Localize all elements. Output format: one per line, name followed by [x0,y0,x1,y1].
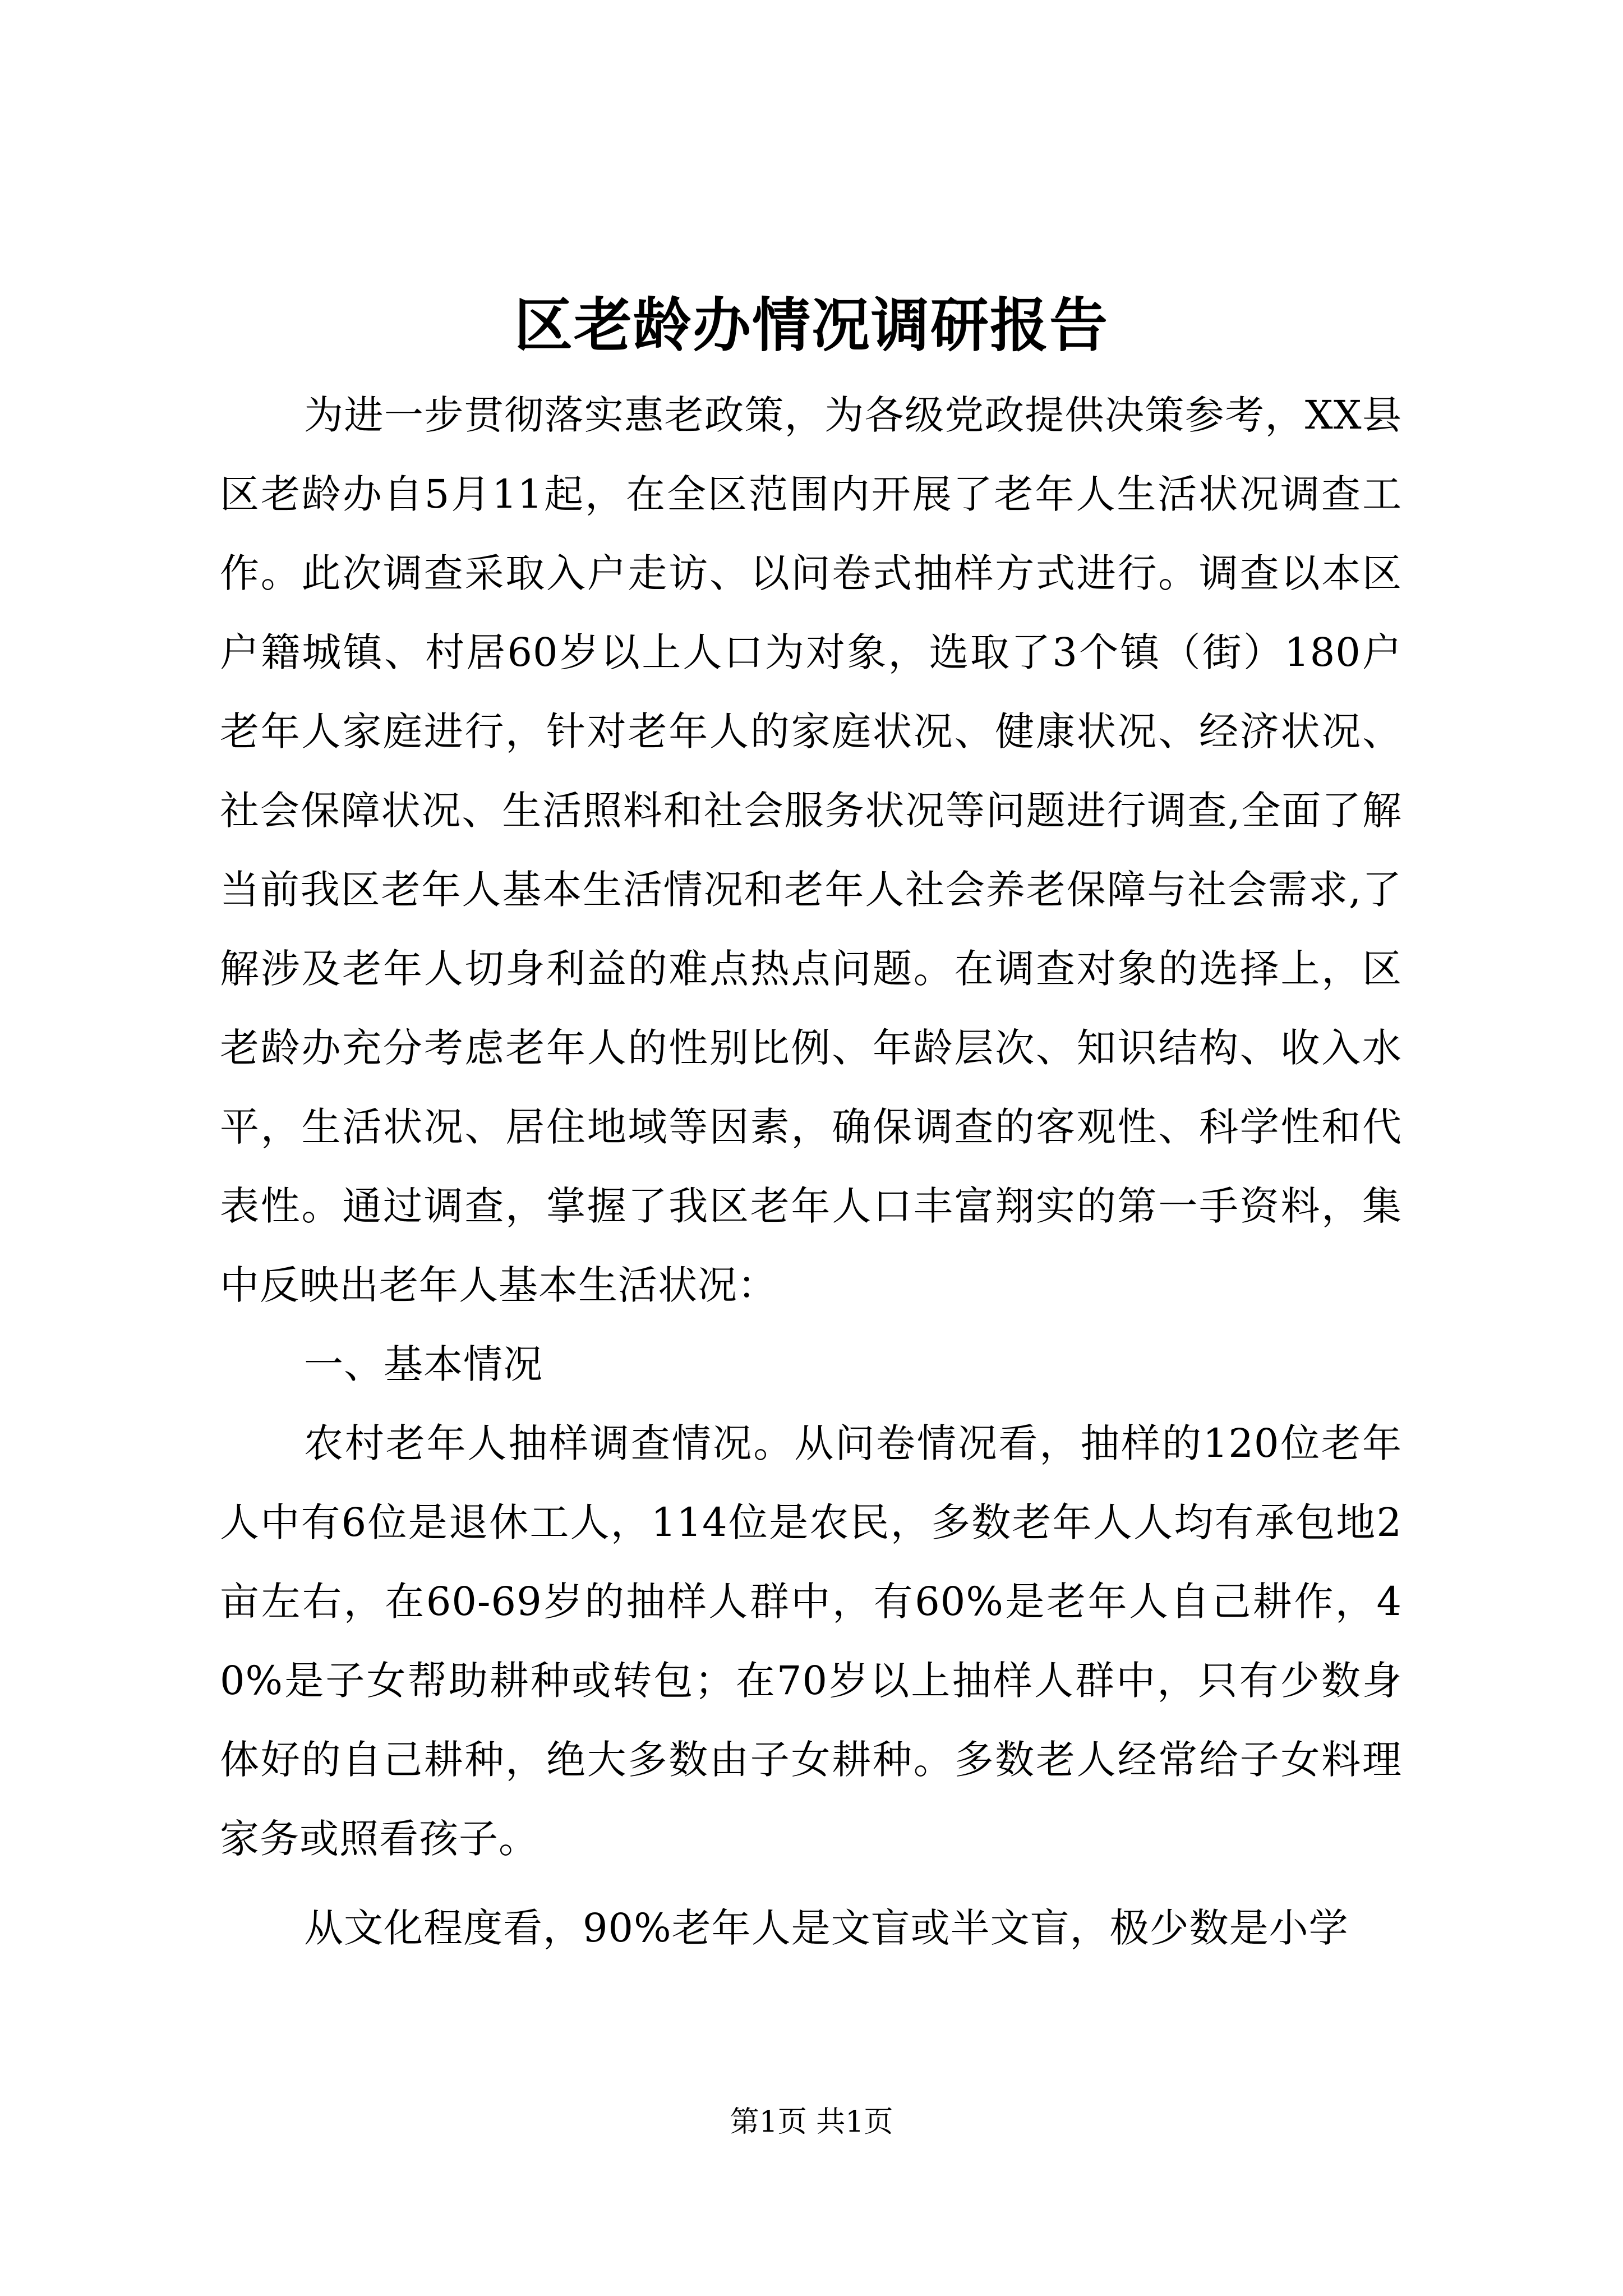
paragraph-intro: 为进一步贯彻落实惠老政策，为各级党政提供决策参考，XX县区老龄办自5月11起，在全区范围内开展了老年人生活状况调查工作。此次调查采取入户走访、以问卷式抽样方式进行。调查以本区户籍城镇、村居60岁以上人口为对象，选取了3个镇（街）180户老年人家庭进行，针对老年人的家庭状况、健康状况、经济状况、社会保障状况、生活照料和社会服务状况等问题进行调查,全面了解当前我区老年人基本生活情况和老年人社会养老保障与社会需求,了解涉及老年人切身利益的难点热点问题。在调查对象的选择上，区老龄办充分考虑老年人的性别比例、年龄层次、知识结构、收入水平，生活状况、居住地域等因素，确保调查的客观性、科学性和代表性。通过调查，掌握了我区老年人口丰富翔实的第一手资料，集中反映出老年人基本生活状况： [220,392,1402,1308]
document-body [220,376,1402,1968]
paragraph-rural-survey: 农村老年人抽样调查情况。从问卷情况看，抽样的120位老年人中有6位是退休工人，114位是农民，多数老年人人均有承包地2亩左右，在60-69岁的抽样人群中，有60%是老年人自己耕作，40%是子女帮助耕种或转包；在70岁以上抽样人群中，只有少数身体好的自己耕种，绝大多数由子女耕种。多数老人经常给子女料理家务或照看孩子。 [220,1420,1402,1862]
page-footer: 第1页 共1页 [730,2105,893,2139]
section-heading-basic-situation: 一、基本情况 [304,1341,543,1387]
document-title: 区老龄办情况调研报告 [514,291,1109,360]
paragraph-education-level: 从文化程度看，90%老年人是文盲或半文盲，极少数是小学 [304,1905,1349,1951]
